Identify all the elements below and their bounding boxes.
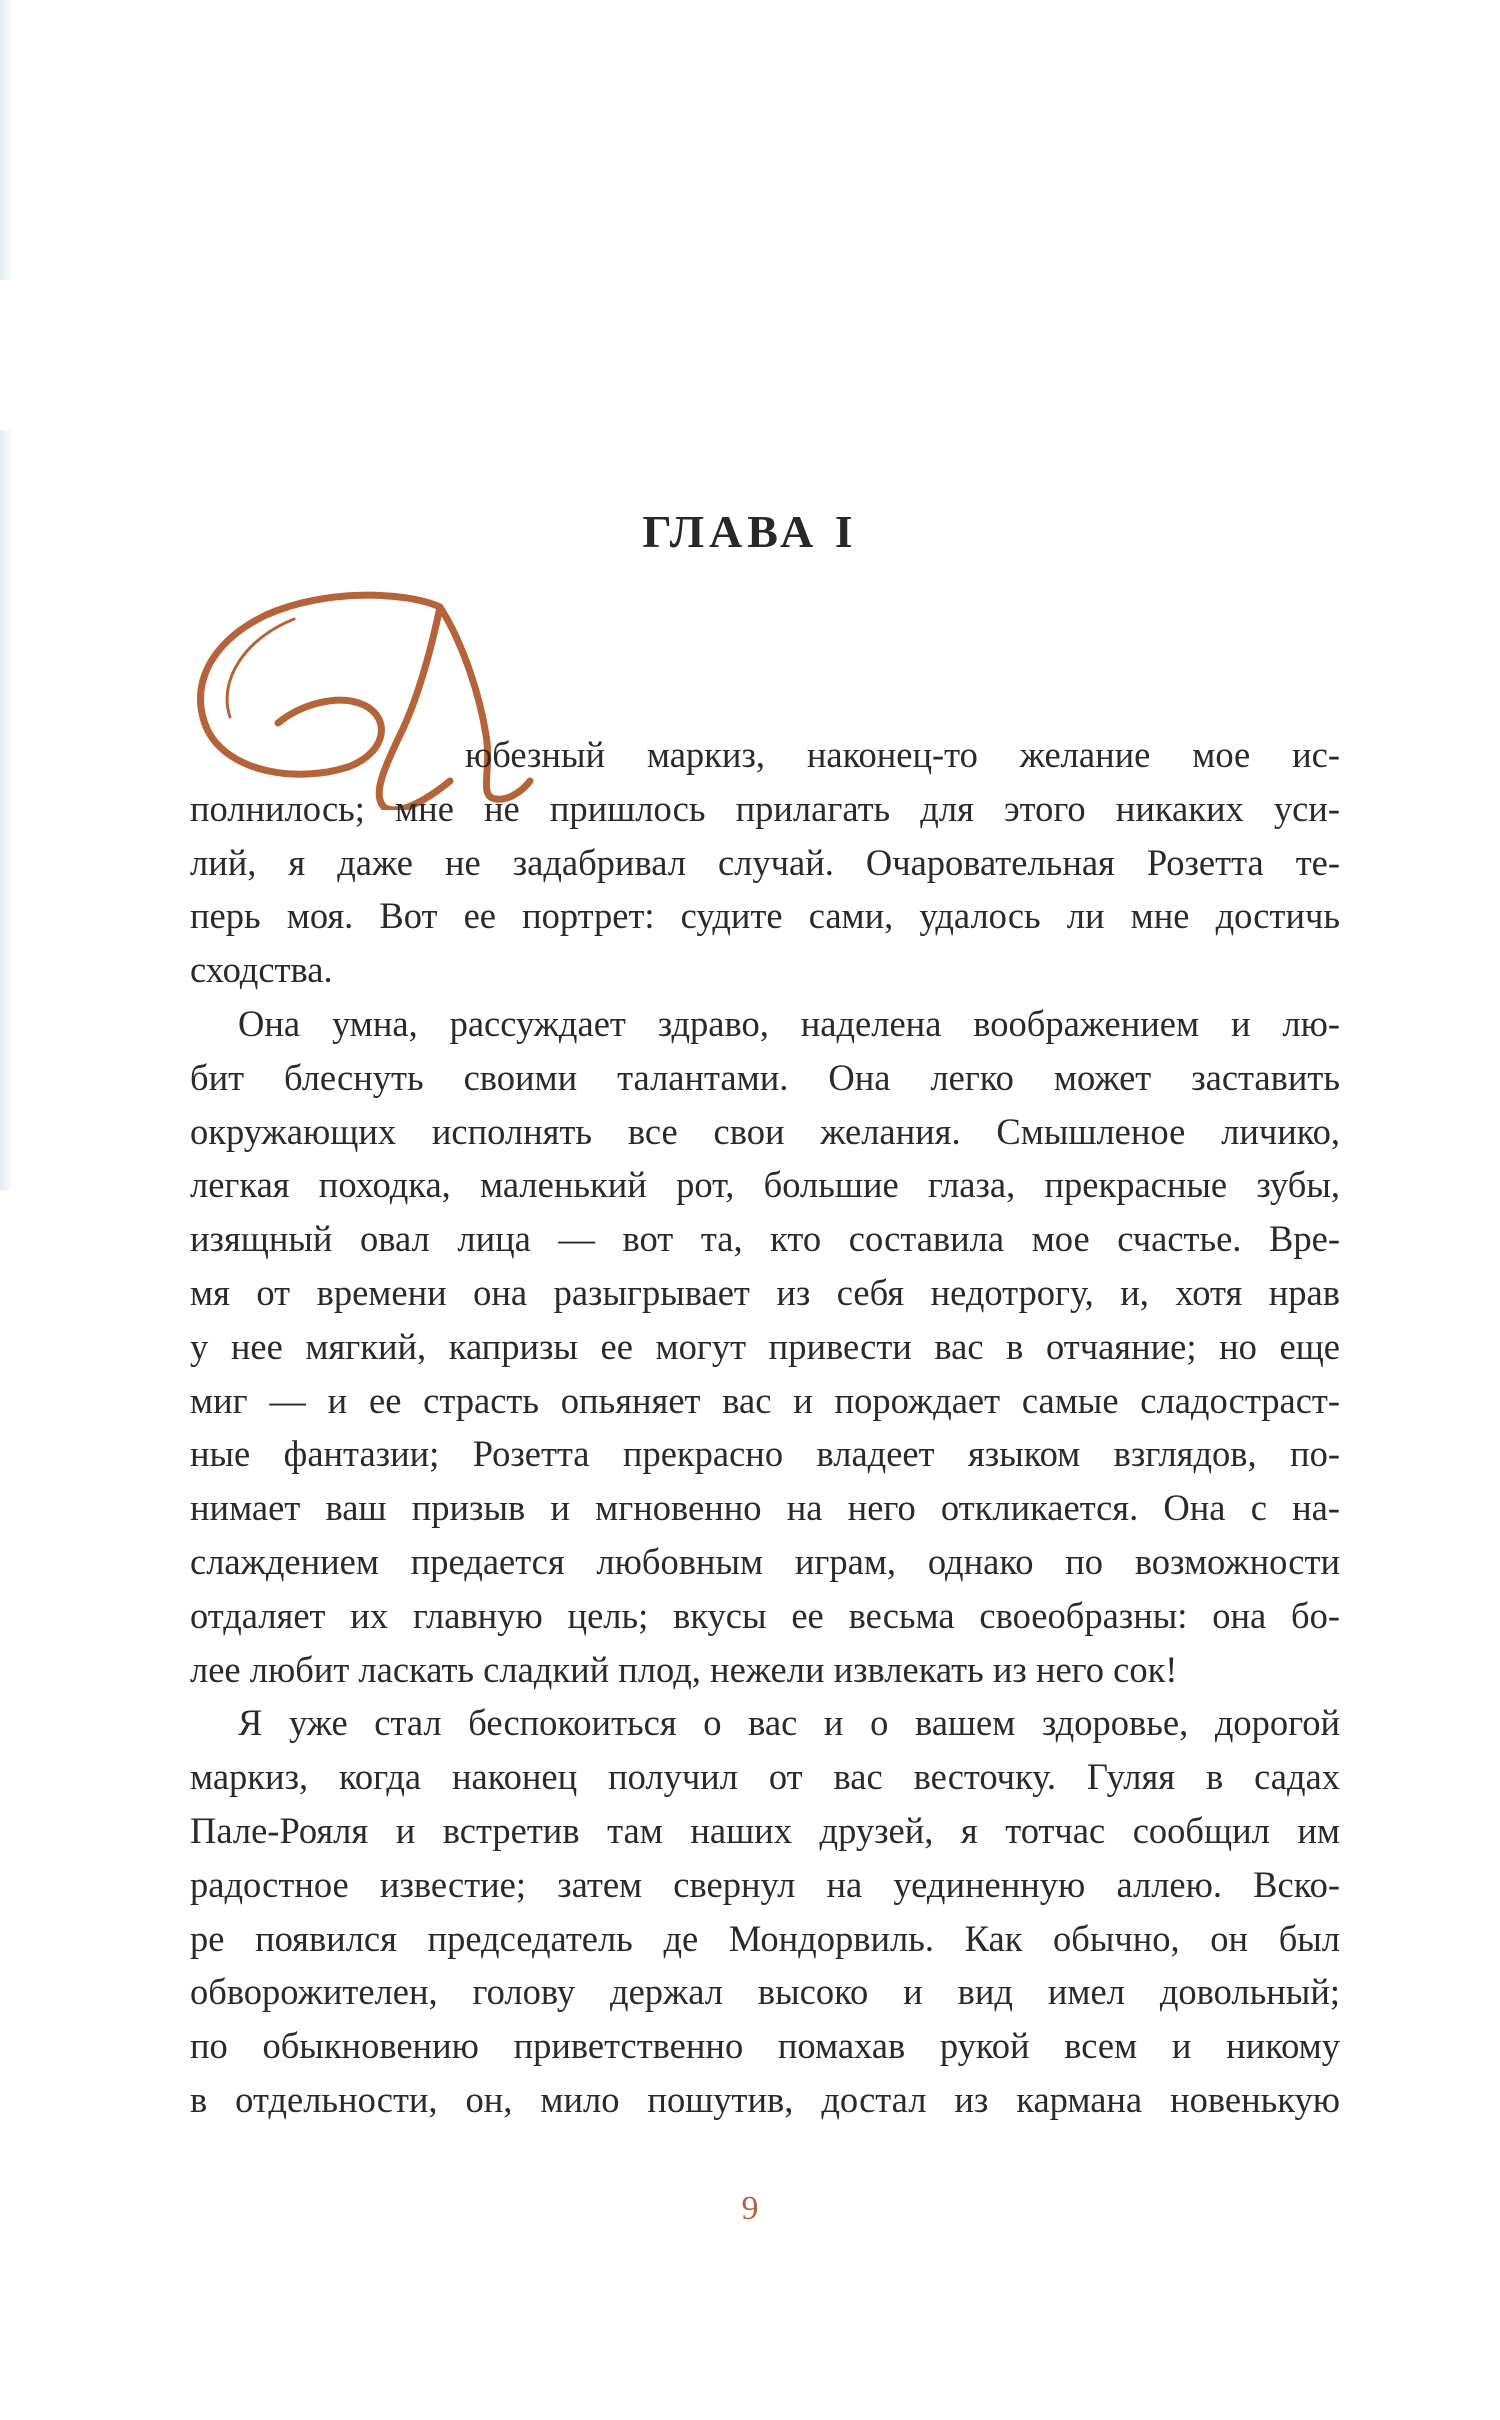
text-line: ре появился председатель де Мондорвиль. Как обычно, он был <box>190 1917 1340 1959</box>
text-line: слаждением предается любовным играм, однако по возможности <box>190 1540 1340 1582</box>
text-line: изящный овал лица — вот та, кто составила мое счастье. Вре- <box>190 1218 1340 1260</box>
text-line: Она умна, рассуждает здраво, наделена воображением и лю- <box>238 1002 1340 1044</box>
text-line: мя от времени она разыгрывает из себя недотрогу, и, хотя нрав <box>190 1271 1340 1313</box>
page-number: 9 <box>741 2190 759 2227</box>
text-line: ные фантазии; Розетта прекрасно владеет языком взглядов, по- <box>190 1433 1340 1475</box>
paragraph-3 <box>190 1696 1340 2126</box>
text-line: перь моя. Вот ее портрет: судите сами, удалось ли мне достичь <box>190 895 1340 937</box>
text-line: у нее мягкий, капризы ее могут привести вас в отчаяние; но еще <box>190 1325 1340 1367</box>
text-line: бит блеснуть своими талантами. Она легко может заставить <box>190 1056 1340 1098</box>
chapter-title: ГЛАВА I <box>642 506 858 557</box>
text-line: Пале-Рояля и встретив там наших друзей, я тотчас сообщил им <box>190 1809 1340 1851</box>
text-line: полнилось; мне не пришлось прилагать для этого никаких уси- <box>190 787 1340 829</box>
text-line: по обыкновению приветственно помахав рукой всем и никому <box>190 2025 1340 2067</box>
text-line: миг — и ее страсть опьяняет вас и порождает самые сладострaст- <box>190 1379 1340 1421</box>
text-line: в отдельности, он, мило пошутив, достал из кармана новенькую <box>190 2078 1340 2120</box>
chapter-body <box>190 728 1340 2127</box>
text-line: отдаляет их главную цель; вкусы ее весьма своеобразны: она бо- <box>190 1594 1340 1636</box>
text-line: Я уже стал беспокоиться о вас и о вашем здоровье, дорогой <box>238 1702 1340 1744</box>
page-edge-tint <box>0 0 14 280</box>
paragraph-2 <box>190 997 1340 1696</box>
text-line: юбезный маркиз, наконец-то желание мое ис- <box>465 734 1340 775</box>
paragraph-1 <box>190 728 1340 997</box>
text-line: сходства. <box>190 949 333 991</box>
text-line: радостное известие; затем свернул на уединенную аллею. Вско- <box>190 1863 1340 1905</box>
text-line: легкая походка, маленький рот, большие глаза, прекрасные зубы, <box>190 1164 1340 1206</box>
text-line: лее любит ласкать сладкий плод, нежели извлекать из него сок! <box>190 1648 1178 1690</box>
text-line: нимает ваш призыв и мгновенно на него откликается. Она с на- <box>190 1487 1340 1529</box>
text-line: окружающих исполнять все свои желания. Смышленое личико, <box>190 1110 1340 1152</box>
text-line: лий, я даже не задабривал случай. Очаровательная Розетта те- <box>190 841 1340 883</box>
text-line: обворожителен, голову держал высоко и вид имел довольный; <box>190 1971 1340 2013</box>
text-line: маркиз, когда наконец получил от вас весточку. Гуляя в садах <box>190 1756 1340 1798</box>
